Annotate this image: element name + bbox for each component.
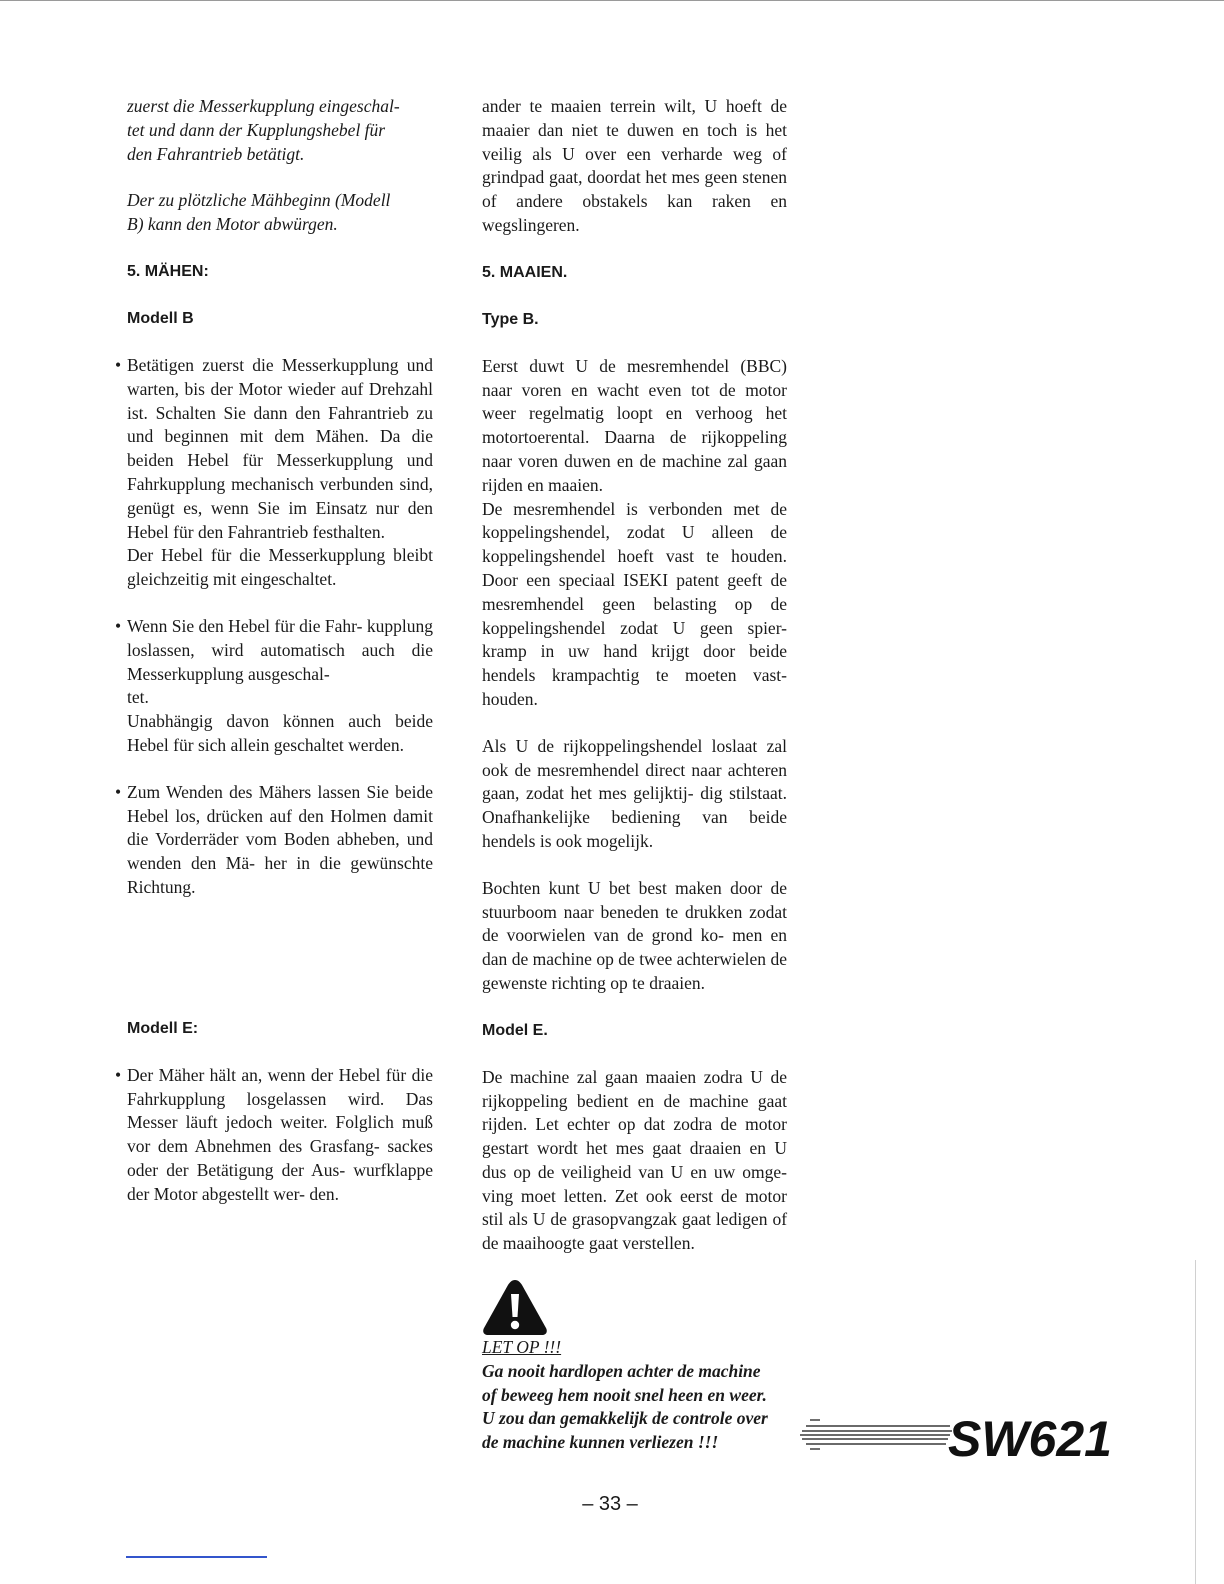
top-rule xyxy=(0,0,1224,1)
intro-paragraph: ander te maaien terrein wilt, U hoeft de maaier dan niet te duwen en toch is het veilig als U over een verharde weg of grindpad gaat, doordat het mes geen stenen of andere obstakels kan raken en wegslingeren. xyxy=(482,96,787,235)
paragraph: Eerst duwt U de mesremhendel (BBC) naar voren en wacht even tot de motor weer regelmatig loopt en verhoog het motortoerental. Daarna de rijkoppeling naar voren duwen en de machine zal gaan rijden en maaien. De mesremhendel is verbonden met de koppelingshendel, zodat U alleen de koppelingshendel hoeft vast te houden. Door een speciaal ISEKI patent geeft de mesremhendel geen belasting op de koppelingshendel zodat U geen spier- kramp in uw hand krijgt door beide hendels krampachtig te moeten vast- houden. xyxy=(482,355,787,709)
bullet-icon: • xyxy=(115,354,122,375)
footer-line xyxy=(126,1556,267,1558)
warning-title: LET OP !!! xyxy=(482,1337,562,1358)
section-heading: 5. MÄHEN: xyxy=(127,262,209,280)
svg-text:SW621: SW621 xyxy=(948,1411,1112,1466)
bullet-item: • Zum Wenden des Mähers lassen Sie beide Hebel los, drücken auf den Holmen damit die Vorderräder vom Boden abheben, und wenden den Mä- her in die gewünschte Richtung. xyxy=(115,781,434,897)
bullet-item: • Der Mäher hält an, wenn der Hebel für die Fahrkupplung losgelassen wird. Das Messer läuft jedoch weiter. Folglich muß vor dem Abnehmen des Grasfang- sackes oder der Betätigung der Aus- wurfklappe der Motor abgestellt wer- den. xyxy=(115,1064,434,1204)
paragraph: De machine zal gaan maaien zodra U de rijkoppeling bedient en de machine gaat rijden. Let echter op dat zodra de motor gestart wordt het mes gaat draaien en U dus op de veiligheid van U en uw omge- ving moet letten. Zet ook eerst de motor stil als U de grasopvangzak gaat ledigen of de maaihoogte gaat verstellen. xyxy=(482,1066,788,1254)
subheading-type-b: Type B. xyxy=(482,310,539,328)
bullet-icon: • xyxy=(115,615,122,636)
bullet-item: • Betätigen zuerst die Messerkupplung und warten, bis der Motor wieder auf Drehzahl ist. Schalten Sie dann den Fahrantrieb zu und beginnen mit dem Mähen. Da die beiden Hebel für Messerkupplung und Fahrkupplung mechanisch verbunden sind, genügt es, wenn Sie im Einsatz nur den Hebel für den Fahrantrieb festhalten. Der Hebel für die Messerkupplung bleibt gleichzeitig mit eingeschaltet. xyxy=(115,354,434,590)
german-column xyxy=(115,95,434,1207)
right-margin-rule xyxy=(1195,1260,1196,1584)
dutch-column xyxy=(482,95,787,1455)
bullet-icon: • xyxy=(115,1064,122,1085)
warning-triangle-icon xyxy=(482,1278,548,1336)
bullet-icon: • xyxy=(115,781,122,802)
subheading-model-e: Modell E: xyxy=(127,1019,199,1037)
bullet-item: • Wenn Sie den Hebel für die Fahr- kupplung loslassen, wird automatisch auch die Messerkupplung ausgeschal- tet. Unabhängig davon können auch beide Hebel für sich allein geschaltet werden. xyxy=(115,615,433,755)
subheading-model-b: Modell B xyxy=(127,309,194,327)
paragraph: Bochten kunt U bet best maken door de stuurboom naar beneden te drukken zodat de voorwielen van de grond ko- men en dan de machine op de twee achterwielen de gewenste richting op te draaien. xyxy=(482,877,788,993)
page-number: – 33 – xyxy=(582,1493,638,1515)
warning-text: Ga nooit hardlopen achter de machine of beweeg hem nooit snel heen en weer. U zou dan gemakkelijk de controle over de machine kunnen verliezen !!! xyxy=(482,1360,768,1453)
paragraph: Als U de rijkoppelingshendel loslaat zal ook de mesremhendel direct naar achteren gaan, zodat het mes gelijktij- dig stilstaat. Onafhankelijke bediening van beide hendels is ook mogelijk. xyxy=(482,735,788,851)
section-heading: 5. MAAIEN. xyxy=(482,263,568,281)
intro-paragraph-2: Der zu plötzliche Mähbeginn (Modell B) kann den Motor abwürgen. xyxy=(127,190,391,235)
subheading-model-e: Model E. xyxy=(482,1021,548,1039)
sw621-logo xyxy=(800,1402,1150,1466)
intro-paragraph-1: zuerst die Messerkupplung eingeschal- tet und dann der Kupplungshebel für den Fahrantrieb betätigt. xyxy=(127,96,400,164)
